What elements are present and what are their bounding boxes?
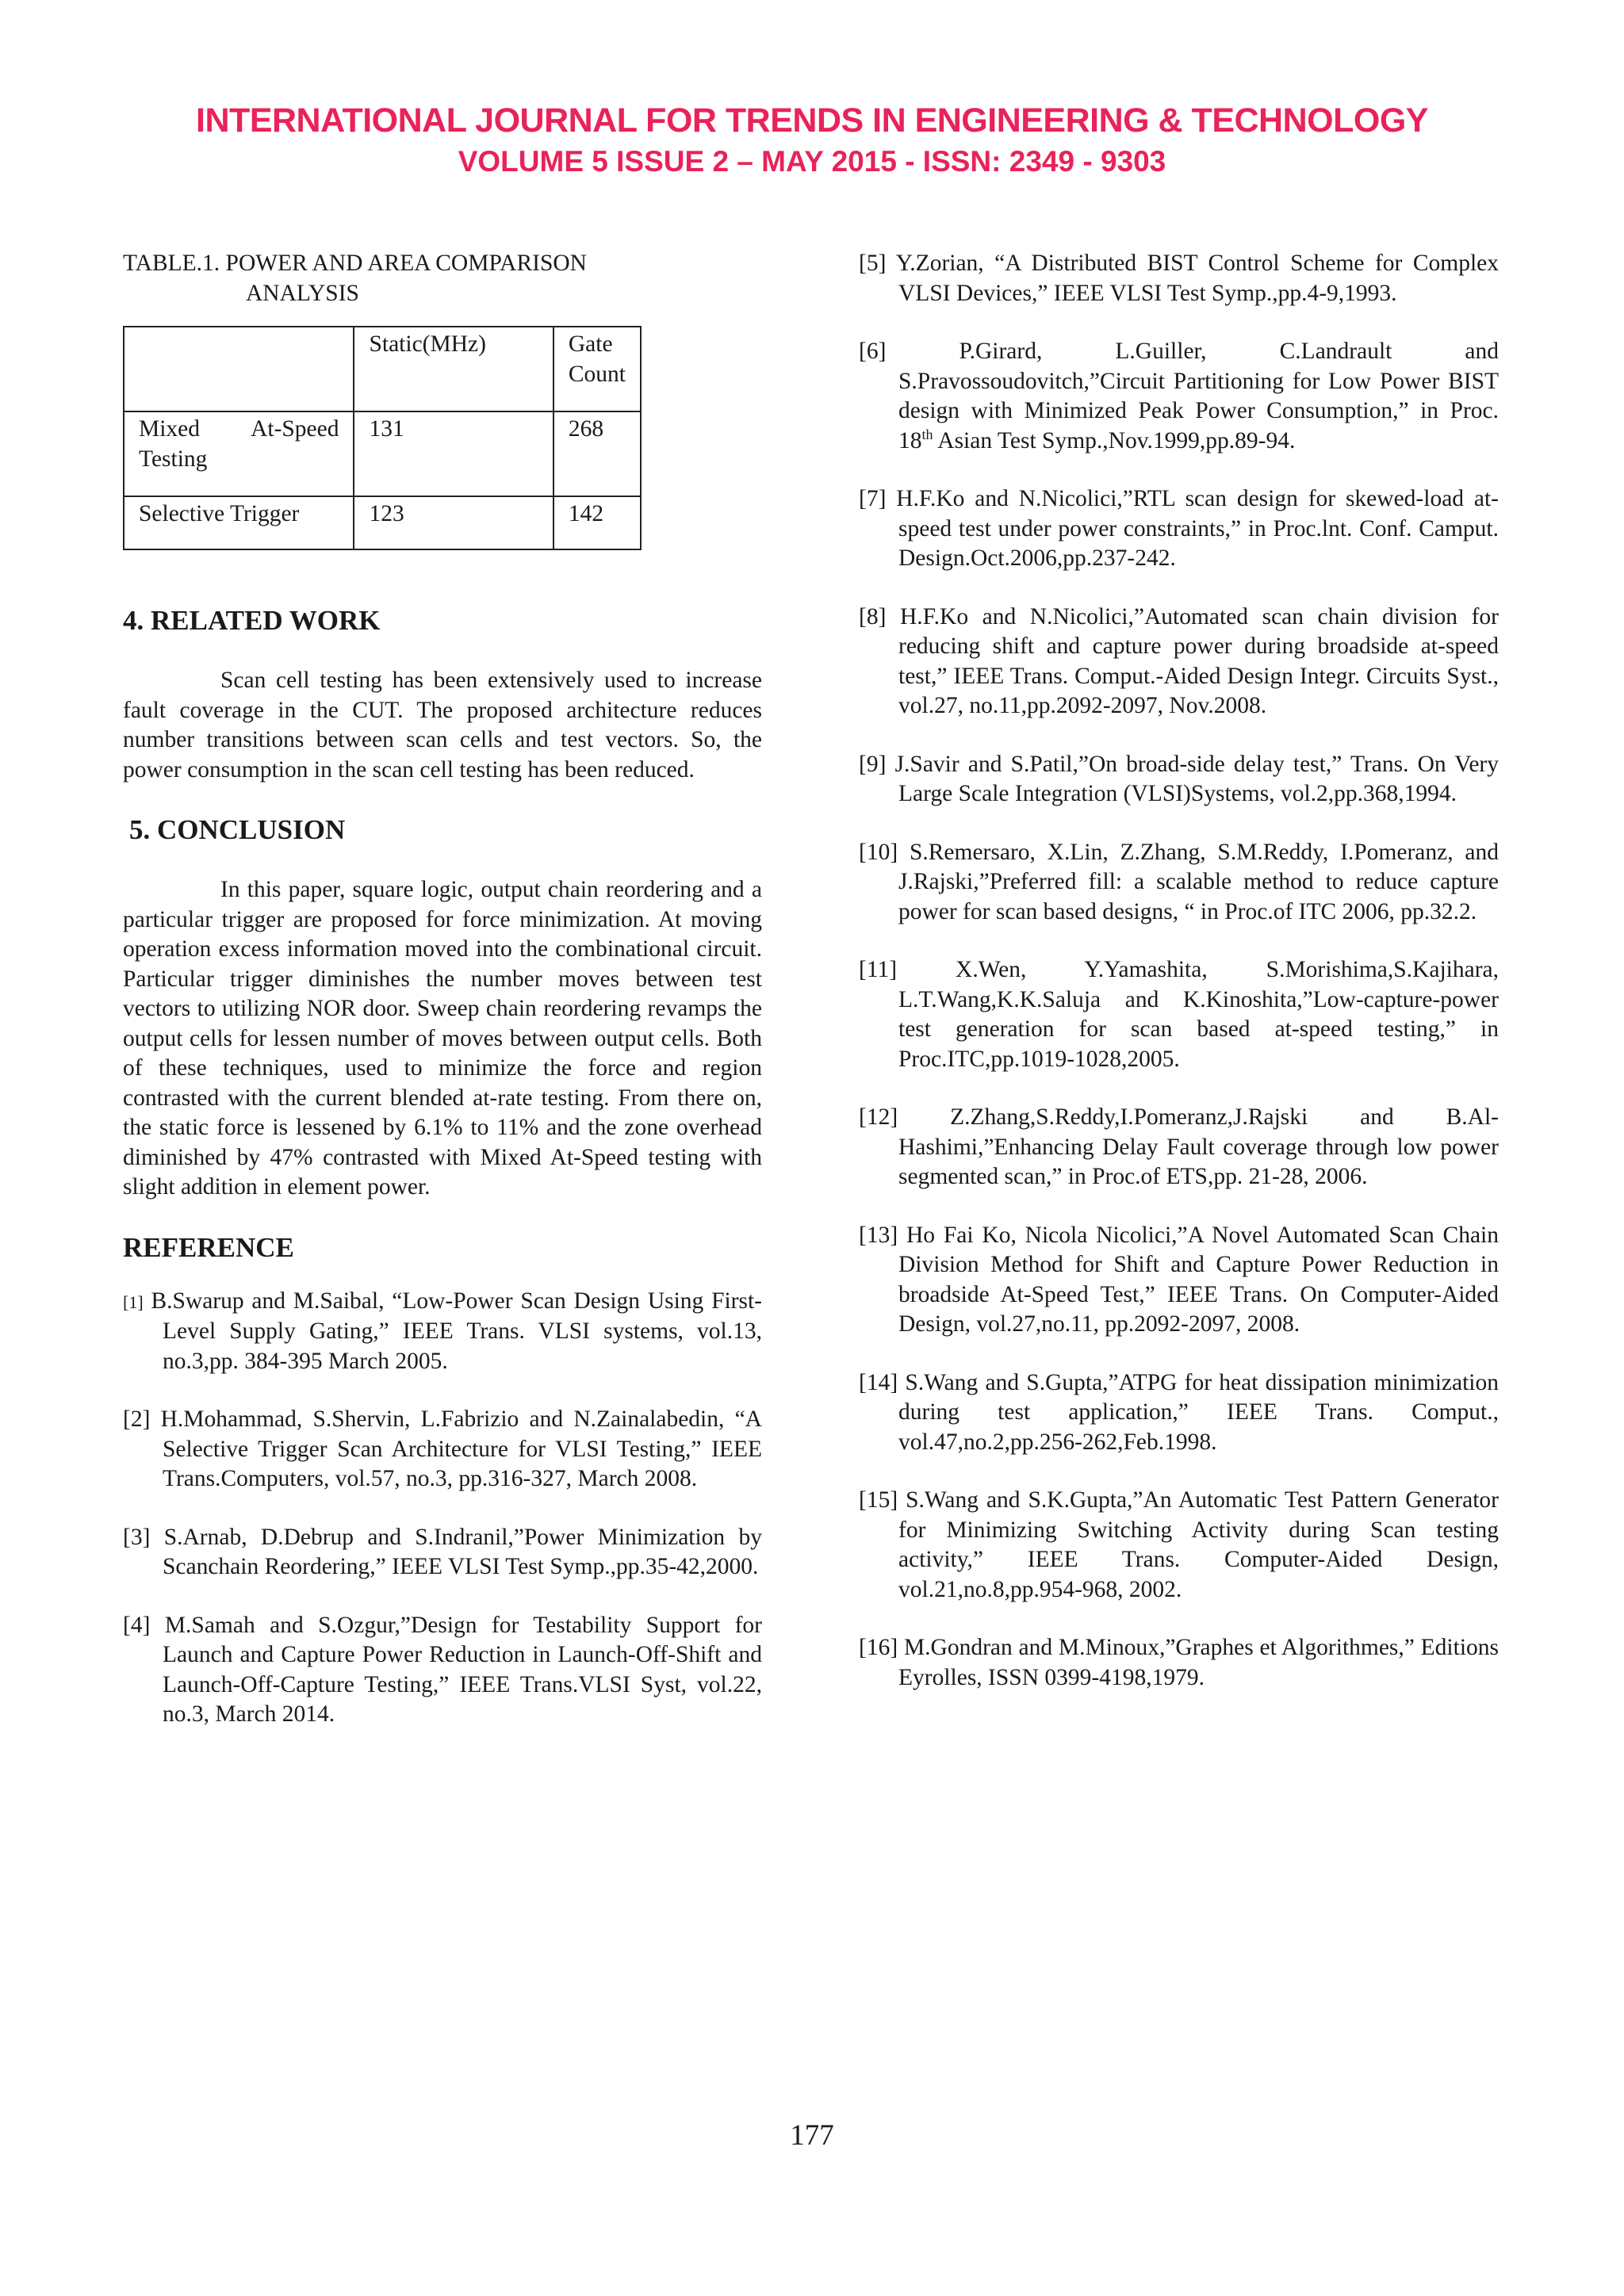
reference-text: Z.Zhang,S.Reddy,I.Pomeranz,J.Rajski and B.Al-Hashimi,”Enhancing Delay Fault coverage through low power segmented scan,” in Proc.of ETS,pp. 21-28, 2006. <box>898 1104 1500 1189</box>
reference-text: H.Mohammad, S.Shervin, L.Fabrizio and N.Zainalabedin, “A Selective Trigger Scan Architecture for VLSI Testing,” IEEE Trans.Computers, vol.57, no.3, pp.316-327, March 2008. <box>160 1406 762 1491</box>
table-row <box>124 411 641 496</box>
reference-text: H.F.Ko and N.Nicolici,”RTL scan design for skewed-load at-speed test under power constraints,” in Proc.lnt. Conf. Camput. Design.Oct.2006,pp.237-242. <box>896 486 1499 571</box>
section-heading-reference: REFERENCE <box>123 1231 294 1263</box>
reference-number: [14] <box>859 1369 898 1395</box>
table-cell: 268 <box>553 411 641 496</box>
reference-item <box>859 1368 1499 1458</box>
table-header-cell: Gate Count <box>553 327 641 411</box>
comparison-table <box>123 326 642 550</box>
reference-text: Ho Fai Ko, Nicola Nicolici,”A Novel Automated Scan Chain Division Method for Shift and Capture Power Reduction in broadside At-Speed Test,” IEEE Trans. On Computer-Aided Design, vol.27,no.11, pp.2092-2097, 2008. <box>898 1222 1500 1337</box>
reference-number: [1] <box>123 1292 144 1312</box>
reference-item <box>123 1287 762 1377</box>
reference-item <box>123 1405 762 1494</box>
reference-number: [10] <box>859 839 898 865</box>
reference-number: [15] <box>859 1487 898 1513</box>
reference-text: S.Wang and S.K.Gupta,”An Automatic Test Pattern Generator for Minimizing Switching Activity during Scan testing activity,” IEEE Trans. Computer-Aided Design, vol.21,no.8,pp.954-968, 2002. <box>898 1487 1500 1602</box>
table-row <box>124 496 641 549</box>
left-column <box>123 249 762 1730</box>
reference-text: J.Savir and S.Patil,”On broad-side delay test,” Trans. On Very Large Scale Integration (VLSI)Systems, vol.2,pp.368,1994. <box>894 751 1500 806</box>
reference-text: S.Wang and S.Gupta,”ATPG for heat dissipation minimization during test application,” IEEE Trans. Comput., vol.47,no.2,pp.256-262,Feb.1998. <box>898 1369 1499 1455</box>
table-caption-line2: ANALYSIS <box>246 280 359 306</box>
reference-item <box>859 1103 1499 1192</box>
table-header-cell: Static(MHz) <box>354 327 553 411</box>
table-cell: 131 <box>354 411 553 496</box>
conclusion-paragraph: In this paper, square logic, output chain reordering and a particular trigger are proposed for force minimization. At moving operation excess information moved into the combinational circuit. Particular trigger diminishes the number moves between test vectors to utilizing NOR door. Sweep chain reordering revamps the output cells for lessen number of moves between output cells. Both of these techniques, used to minimize the force and region contrasted with the current blended at-rate testing. From there on, the static force is lessened by 6.1% to 11% and the zone overhead diminished by 47% contrasted with Mixed At-Speed testing with slight addition in element power. <box>123 877 762 1200</box>
reference-item <box>859 838 1499 928</box>
right-column <box>859 249 1499 1693</box>
table-cell: Selective Trigger <box>124 496 354 549</box>
reference-number: [5] <box>859 251 887 276</box>
reference-text: S.Remersaro, X.Lin, Z.Zhang, S.M.Reddy, I.Pomeranz, and J.Rajski,”Preferred fill: a scalable method to reduce capture power for scan based designs, “ in Proc.of ITC 2006, pp.32.2. <box>898 839 1499 924</box>
reference-number: [6] <box>859 339 887 364</box>
reference-item <box>859 1633 1499 1693</box>
table-caption <box>123 249 762 308</box>
reference-item <box>859 1486 1499 1605</box>
reference-item <box>859 1221 1499 1340</box>
reference-superscript: th <box>921 426 933 442</box>
reference-item <box>859 249 1499 308</box>
section-heading-conclusion: 5. CONCLUSION <box>129 814 346 845</box>
reference-text: B.Swarup and M.Saibal, “Low-Power Scan Design Using First-Level Supply Gating,” IEEE Trans. VLSI systems, vol.13, no.3,pp. 384-395 March 2005. <box>151 1288 763 1374</box>
reference-item <box>859 750 1499 809</box>
journal-title: INTERNATIONAL JOURNAL FOR TRENDS IN ENGINEERING & TECHNOLOGY <box>196 101 1428 140</box>
reference-text: M.Samah and S.Ozgur,”Design for Testability Support for Launch and Capture Power Reduction in Launch-Off-Shift and Launch-Off-Capture Testing,” IEEE Trans.VLSI Syst, vol.22, no.3, March 2014. <box>163 1612 762 1727</box>
reference-item <box>123 1611 762 1730</box>
reference-text: M.Gondran and M.Minoux,”Graphes et Algorithmes,” Editions Eyrolles, ISSN 0399-4198,1979. <box>898 1635 1499 1690</box>
reference-item <box>123 1523 762 1582</box>
reference-number: [13] <box>859 1222 898 1248</box>
reference-number: [2] <box>123 1406 151 1432</box>
table-caption-line1: TABLE.1. POWER AND AREA COMPARISON <box>123 251 587 276</box>
reference-number: [9] <box>859 751 887 777</box>
reference-item <box>859 337 1499 456</box>
related-work-paragraph: Scan cell testing has been extensively used to increase fault coverage in the CUT. The proposed architecture reduces number transitions between scan cells and test vectors. So, the power consumption in the scan cell testing has been reduced. <box>123 668 762 783</box>
table-cell: 142 <box>553 496 641 549</box>
reference-number: [3] <box>123 1524 151 1550</box>
reference-item <box>859 484 1499 574</box>
reference-number: [16] <box>859 1635 898 1660</box>
page-number: 177 <box>790 2119 834 2152</box>
reference-number: [12] <box>859 1104 898 1130</box>
journal-header <box>0 99 1624 182</box>
table-cell: Mixed At-Speed Testing <box>124 411 354 496</box>
table-cell: 123 <box>354 496 553 549</box>
reference-text: X.Wen, Y.Yamashita, S.Morishima,S.Kajihara, L.T.Wang,K.K.Saluja and K.Kinoshita,”Low-capture-power test generation for scan based at-speed testing,” in Proc.ITC,pp.1019-1028,2005. <box>898 957 1499 1072</box>
reference-text: Y.Zorian, “A Distributed BIST Control Scheme for Complex VLSI Devices,” IEEE VLSI Test Symp.,pp.4-9,1993. <box>895 251 1500 306</box>
reference-text: H.F.Ko and N.Nicolici,”Automated scan chain division for reducing shift and capture power during broadside at-speed test,” IEEE Trans. Comput.-Aided Design Integr. Circuits Syst., vol.27, no.11,pp.2092-2097, Nov.2008. <box>898 603 1499 718</box>
reference-number: [11] <box>859 957 898 982</box>
reference-item <box>859 955 1499 1074</box>
reference-number: [8] <box>859 603 887 629</box>
reference-text: P.Girard, L.Guiller, C.Landrault and S.Pravossoudovitch,”Circuit Partitioning for Low Power BIST design with Minimized Peak Power Consumption,” in Proc. 18 <box>898 339 1499 453</box>
reference-item <box>859 603 1499 721</box>
table-header-row <box>124 327 641 411</box>
reference-number: [7] <box>859 486 887 511</box>
journal-volume-line: VOLUME 5 ISSUE 2 – MAY 2015 - ISSN: 2349 - 9303 <box>458 145 1166 178</box>
table-header-cell <box>124 327 354 411</box>
reference-number: [4] <box>123 1612 151 1638</box>
section-heading-related-work: 4. RELATED WORK <box>123 605 381 636</box>
reference-text: S.Arnab, D.Debrup and S.Indranil,”Power Minimization by Scanchain Reordering,” IEEE VLSI Test Symp.,pp.35-42,2000. <box>163 1524 762 1579</box>
reference-text-continued: Asian Test Symp.,Nov.1999,pp.89-94. <box>933 427 1296 453</box>
